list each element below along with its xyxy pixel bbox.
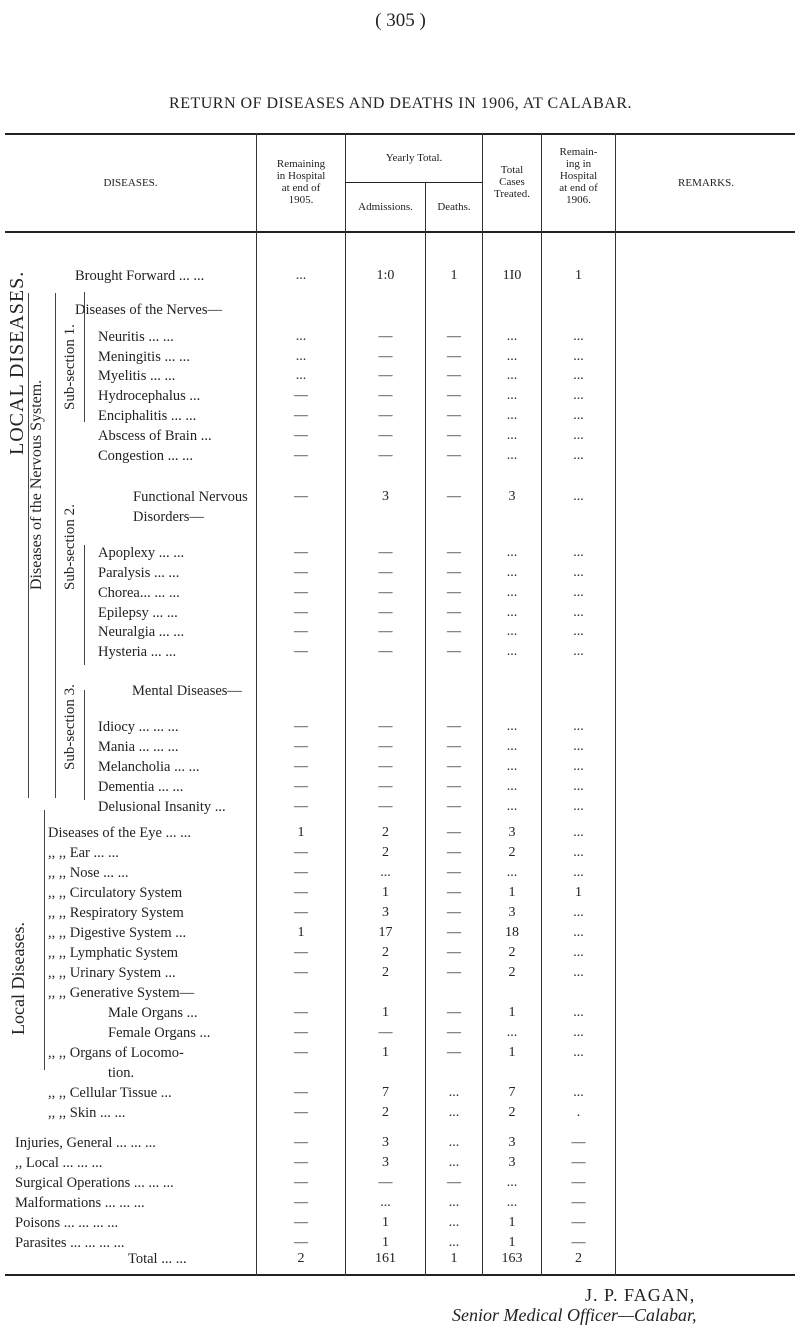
cell-total: 3 <box>508 905 516 920</box>
cell-deaths: — <box>447 885 461 900</box>
cell-deaths: — <box>447 545 461 560</box>
cell-deaths: ... <box>448 1105 460 1120</box>
col-line <box>615 133 616 1276</box>
cell-remain: ... <box>573 759 584 774</box>
row-label: ,, ,, Circulatory System <box>48 885 183 901</box>
cell-total: 3 <box>508 1135 516 1150</box>
cell-total: ... <box>506 565 518 580</box>
cell-remain: ... <box>573 845 584 860</box>
row-label: Congestion ... ... <box>98 448 194 464</box>
cell-total: ... <box>506 719 518 734</box>
cell-remain: ... <box>573 644 584 659</box>
cell-total: ... <box>506 799 518 814</box>
row-label: Chorea... ... ... <box>98 585 180 601</box>
cell-adm: — <box>378 739 393 754</box>
cell-adm: 161 <box>375 1251 396 1266</box>
bottom-rule <box>5 1274 795 1276</box>
cell-adm: ... <box>380 1195 391 1210</box>
cell-total: 3 <box>508 489 516 504</box>
cell-remain: ... <box>573 965 584 980</box>
row-label: ,, Local ... ... ... <box>15 1155 103 1171</box>
cell-rem: — <box>294 799 308 814</box>
cell-adm: — <box>378 448 393 463</box>
row-label: Enciphalitis ... ... <box>98 408 197 424</box>
row-label: ,, ,, Nose ... ... <box>48 865 129 881</box>
row-label: Neuralgia ... ... <box>98 624 185 640</box>
cell-remain: ... <box>573 719 584 734</box>
cell-deaths: — <box>447 825 461 840</box>
cell-deaths: — <box>447 489 461 504</box>
cell-rem: — <box>294 448 308 463</box>
cell-rem: — <box>294 1105 308 1120</box>
cell-deaths: — <box>447 739 461 754</box>
cell-adm: 3 <box>382 1155 389 1170</box>
side-label-sub3: Sub-section 3. <box>62 684 78 770</box>
cell-total: ... <box>506 759 518 774</box>
row-label: Surgical Operations ... ... ... <box>15 1175 174 1191</box>
cell-remain: ... <box>573 489 584 504</box>
cell-total: ... <box>506 644 518 659</box>
cell-adm: 1 <box>382 1045 389 1060</box>
cell-deaths: — <box>447 925 461 940</box>
cell-adm: 2 <box>382 945 389 960</box>
cell-deaths: — <box>447 1175 461 1190</box>
cell-remain: ... <box>573 1005 584 1020</box>
cell-total: 18 <box>505 925 519 940</box>
cell-adm: — <box>378 585 393 600</box>
brace <box>55 293 56 798</box>
cell-rem: — <box>294 408 308 423</box>
cell-remain: 1 <box>575 268 582 283</box>
row-label: Idiocy ... ... ... <box>98 719 179 735</box>
cell-total: 3 <box>508 825 516 840</box>
cell-deaths: — <box>447 349 461 364</box>
header-deaths: Deaths. <box>437 201 471 213</box>
cell-total: 2 <box>508 1105 516 1120</box>
cell-rem: — <box>294 489 308 504</box>
cell-deaths: — <box>447 719 461 734</box>
cell-rem: ... <box>295 368 307 383</box>
cell-rem: — <box>294 545 308 560</box>
cell-rem: 2 <box>297 1251 305 1266</box>
cell-rem: — <box>294 1175 308 1190</box>
cell-adm: 3 <box>382 1135 389 1150</box>
row-label: Apoplexy ... ... <box>98 545 185 561</box>
row-label: Meningitis ... ... <box>98 349 190 365</box>
cell-rem: — <box>294 565 308 580</box>
cell-remain: ... <box>573 925 584 940</box>
cell-total: 1I0 <box>502 268 522 283</box>
header-remaining: Remaining in Hospital at end of 1905. <box>276 158 326 206</box>
cell-adm: — <box>378 1175 393 1190</box>
cell-remain: ... <box>573 388 584 403</box>
row-label: Paralysis ... ... <box>98 565 180 581</box>
cell-adm: 2 <box>382 965 389 980</box>
cell-deaths: ... <box>448 1135 460 1150</box>
cell-rem: — <box>294 1045 308 1060</box>
row-label: tion. <box>108 1065 135 1081</box>
cell-total: ... <box>506 349 518 364</box>
side-label-nervous-system: Diseases of the Nervous System. <box>28 379 45 590</box>
cell-deaths: 1 <box>450 1251 458 1266</box>
cell-total: ... <box>506 388 518 403</box>
row-label: Dementia ... ... <box>98 779 184 795</box>
cell-total: ... <box>506 739 518 754</box>
cell-total: ... <box>506 428 518 443</box>
page-number: ( 305 ) <box>375 10 426 31</box>
cell-total: ... <box>506 605 518 620</box>
cell-deaths: — <box>447 605 461 620</box>
cell-deaths: ... <box>448 1155 460 1170</box>
side-label-sub2: Sub-section 2. <box>62 504 78 590</box>
cell-adm: 7 <box>382 1085 389 1100</box>
cell-deaths: 1 <box>450 268 458 283</box>
cell-remain: ... <box>573 448 584 463</box>
cell-deaths: — <box>447 565 461 580</box>
cell-deaths: — <box>447 1025 461 1040</box>
row-label: Functional Nervous <box>133 489 248 505</box>
cell-deaths: — <box>447 1005 461 1020</box>
cell-total: ... <box>506 368 518 383</box>
cell-adm: — <box>378 779 393 794</box>
cell-total: 1 <box>508 1005 516 1020</box>
cell-adm: 1 <box>382 885 389 900</box>
row-label: ,, ,, Generative System— <box>48 985 195 1001</box>
row-label: ,, ,, Ear ... ... <box>48 845 119 861</box>
cell-total: ... <box>506 1025 518 1040</box>
row-label: Injuries, General ... ... ... <box>15 1135 156 1151</box>
cell-remain: ... <box>573 1025 584 1040</box>
cell-remain: — <box>571 1155 586 1170</box>
cell-total: ... <box>506 585 518 600</box>
cell-remain: ... <box>573 349 584 364</box>
cell-rem: — <box>294 739 308 754</box>
cell-rem: — <box>294 1025 308 1040</box>
cell-remain: ... <box>573 825 584 840</box>
cell-remain: ... <box>573 1045 584 1060</box>
cell-total: ... <box>506 329 518 344</box>
cell-adm: — <box>378 799 393 814</box>
cell-remain: ... <box>573 368 584 383</box>
cell-remain: . <box>576 1105 581 1120</box>
cell-total: 3 <box>508 1155 516 1170</box>
table-title: RETURN OF DISEASES AND DEATHS IN 1906, AT CALABAR. <box>169 95 632 112</box>
cell-deaths: — <box>447 845 461 860</box>
header-diseases: DISEASES. <box>103 177 158 189</box>
cell-total: 1 <box>508 1215 516 1230</box>
cell-adm: — <box>378 388 393 403</box>
cell-adm: ... <box>380 865 391 880</box>
cell-adm: — <box>378 349 393 364</box>
brace <box>28 293 29 798</box>
cell-adm: — <box>378 545 393 560</box>
cell-deaths: — <box>447 408 461 423</box>
cell-rem: ... <box>295 349 307 364</box>
cell-rem: — <box>294 779 308 794</box>
cell-rem: — <box>294 905 308 920</box>
cell-adm: — <box>378 428 393 443</box>
row-label: Brought Forward ... ... <box>75 268 205 284</box>
cell-remain: ... <box>573 905 584 920</box>
cell-rem: — <box>294 1085 308 1100</box>
cell-deaths: — <box>447 585 461 600</box>
cell-deaths: — <box>447 965 461 980</box>
signature-name: J. P. FAGAN, <box>585 1285 696 1305</box>
cell-rem: — <box>294 865 308 880</box>
cell-deaths: — <box>447 1045 461 1060</box>
cell-deaths: — <box>447 644 461 659</box>
row-label: Total ... ... <box>128 1251 187 1267</box>
cell-remain: — <box>571 1235 586 1250</box>
cell-deaths: — <box>447 779 461 794</box>
cell-adm: — <box>378 719 393 734</box>
cell-rem: — <box>294 1235 308 1250</box>
row-label: Delusional Insanity ... <box>98 799 226 815</box>
cell-rem: — <box>294 759 308 774</box>
cell-adm: 2 <box>382 845 389 860</box>
cell-total: 2 <box>508 945 516 960</box>
cell-adm: — <box>378 759 393 774</box>
row-label: ,, ,, Urinary System ... <box>48 965 176 981</box>
cell-rem: — <box>294 605 308 620</box>
cell-adm: 2 <box>382 1105 389 1120</box>
cell-rem: — <box>294 624 308 639</box>
header-remaining-1906: Remain- ing in Hospital at end of 1906. <box>559 146 598 206</box>
row-label: Myelitis ... ... <box>98 368 176 384</box>
side-label-sub1: Sub-section 1. <box>62 324 78 410</box>
cell-adm: — <box>378 644 393 659</box>
cell-rem: — <box>294 1195 308 1210</box>
cell-deaths: — <box>447 624 461 639</box>
row-label: Mental Diseases— <box>132 683 242 699</box>
cell-deaths: — <box>447 759 461 774</box>
row-label: Parasites ... ... ... ... <box>15 1235 125 1251</box>
row-label: Epilepsy ... ... <box>98 605 178 621</box>
cell-adm: 1 <box>382 1235 389 1250</box>
cell-deaths: — <box>447 329 461 344</box>
cell-rem: — <box>294 945 308 960</box>
row-label: Neuritis ... ... <box>98 329 174 345</box>
cell-remain: ... <box>573 945 584 960</box>
cell-rem: — <box>294 1155 308 1170</box>
row-label: Hydrocephalus ... <box>98 388 201 404</box>
cell-deaths: ... <box>448 1215 460 1230</box>
cell-rem: — <box>294 1005 308 1020</box>
row-label: ,, ,, Digestive System ... <box>48 925 187 941</box>
cell-adm: — <box>378 565 393 580</box>
row-label: ,, ,, Cellular Tissue ... <box>48 1085 172 1101</box>
cell-adm: — <box>378 368 393 383</box>
cell-remain: ... <box>573 605 584 620</box>
signature-role: Senior Medical Officer—Calabar, <box>452 1305 697 1325</box>
cell-adm: — <box>378 408 393 423</box>
cell-remain: — <box>571 1195 586 1210</box>
cell-rem: — <box>294 428 308 443</box>
row-label: Hysteria ... ... <box>98 644 177 660</box>
row-label: ,, ,, Organs of Locomo- <box>48 1045 184 1061</box>
row-label: Melancholia ... ... <box>98 759 200 775</box>
cell-remain: ... <box>573 428 584 443</box>
cell-total: 1 <box>508 1235 516 1250</box>
cell-remain: — <box>571 1215 586 1230</box>
cell-total: ... <box>506 545 518 560</box>
cell-rem: — <box>294 845 308 860</box>
cell-deaths: — <box>447 905 461 920</box>
cell-total: 1 <box>508 885 516 900</box>
cell-deaths: ... <box>448 1235 460 1250</box>
cell-rem: 1 <box>297 925 305 940</box>
row-label: ,, ,, Respiratory System <box>48 905 184 921</box>
row-label: Male Organs ... <box>108 1005 198 1021</box>
cell-rem: 1 <box>297 825 305 840</box>
cell-adm: 2 <box>382 825 389 840</box>
cell-deaths: ... <box>448 1085 460 1100</box>
header-yearly-total: Yearly Total. <box>385 152 443 164</box>
cell-total: ... <box>506 1175 518 1190</box>
yearly-sub-rule <box>345 182 482 183</box>
row-label: Poisons ... ... ... ... <box>15 1215 119 1231</box>
cell-total: ... <box>506 865 518 880</box>
cell-deaths: — <box>447 368 461 383</box>
row-label: Mania ... ... ... <box>98 739 179 755</box>
cell-rem: ... <box>295 268 307 283</box>
side-label-local-diseases-2: Local Diseases. <box>8 922 28 1035</box>
row-label: ,, ,, Lymphatic System <box>48 945 179 961</box>
cell-total: ... <box>506 624 518 639</box>
cell-total: ... <box>506 408 518 423</box>
cell-remain: 2 <box>575 1251 582 1266</box>
header-remarks: REMARKS. <box>678 177 734 189</box>
cell-remain: ... <box>573 779 584 794</box>
cell-adm: 1 <box>382 1215 389 1230</box>
cell-total: 163 <box>501 1251 523 1266</box>
cell-remain: ... <box>573 739 584 754</box>
cell-remain: — <box>571 1175 586 1190</box>
cell-rem: — <box>294 644 308 659</box>
cell-total: 1 <box>508 1045 516 1060</box>
cell-remain: — <box>571 1135 586 1150</box>
cell-deaths: — <box>447 388 461 403</box>
cell-remain: ... <box>573 799 584 814</box>
cell-total: 2 <box>508 845 516 860</box>
cell-deaths: — <box>447 865 461 880</box>
brace <box>84 690 85 800</box>
cell-rem: — <box>294 1215 308 1230</box>
cell-deaths: — <box>447 945 461 960</box>
row-label: Disorders— <box>133 509 204 525</box>
header-total-cases: Total Cases Treated. <box>494 164 530 200</box>
cell-remain: 1 <box>575 885 582 900</box>
cell-adm: 1 <box>382 1005 389 1020</box>
cell-total: ... <box>506 779 518 794</box>
cell-deaths: — <box>447 428 461 443</box>
cell-adm: — <box>378 329 393 344</box>
header-admissions: Admissions. <box>358 201 413 213</box>
brace <box>84 545 85 665</box>
cell-rem: — <box>294 388 308 403</box>
cell-remain: ... <box>573 408 584 423</box>
cell-adm: — <box>378 1025 393 1040</box>
cell-adm: 1:0 <box>376 268 395 283</box>
cell-remain: ... <box>573 545 584 560</box>
row-label: Diseases of the Nerves— <box>75 302 222 318</box>
cell-remain: ... <box>573 1085 584 1100</box>
cell-deaths: — <box>447 448 461 463</box>
row-label: Diseases of the Eye ... ... <box>48 825 191 841</box>
row-label: Female Organs ... <box>108 1025 211 1041</box>
cell-deaths: — <box>447 799 461 814</box>
cell-remain: ... <box>573 624 584 639</box>
cell-deaths: ... <box>448 1195 460 1210</box>
brace <box>44 810 45 1070</box>
cell-remain: ... <box>573 585 584 600</box>
header-bottom-rule <box>5 231 795 233</box>
cell-rem: — <box>294 585 308 600</box>
top-rule <box>5 133 795 135</box>
cell-adm: — <box>378 624 393 639</box>
cell-total: 7 <box>508 1085 516 1100</box>
row-label: Abscess of Brain ... <box>98 428 212 444</box>
cell-rem: — <box>294 965 308 980</box>
cell-adm: 3 <box>382 489 389 504</box>
cell-rem: — <box>294 1135 308 1150</box>
cell-adm: 17 <box>378 925 393 940</box>
side-label-local-diseases: LOCAL DISEASES. <box>6 270 28 455</box>
cell-remain: ... <box>573 329 584 344</box>
cell-rem: — <box>294 719 308 734</box>
cell-total: 2 <box>508 965 516 980</box>
cell-rem: ... <box>295 329 307 344</box>
cell-rem: — <box>294 885 308 900</box>
cell-total: ... <box>506 448 518 463</box>
cell-remain: ... <box>573 565 584 580</box>
row-label: Malformations ... ... ... <box>15 1195 145 1211</box>
row-label: ,, ,, Skin ... ... <box>48 1105 126 1121</box>
cell-adm: — <box>378 605 393 620</box>
cell-adm: 3 <box>382 905 389 920</box>
cell-remain: ... <box>573 865 584 880</box>
cell-total: ... <box>506 1195 518 1210</box>
